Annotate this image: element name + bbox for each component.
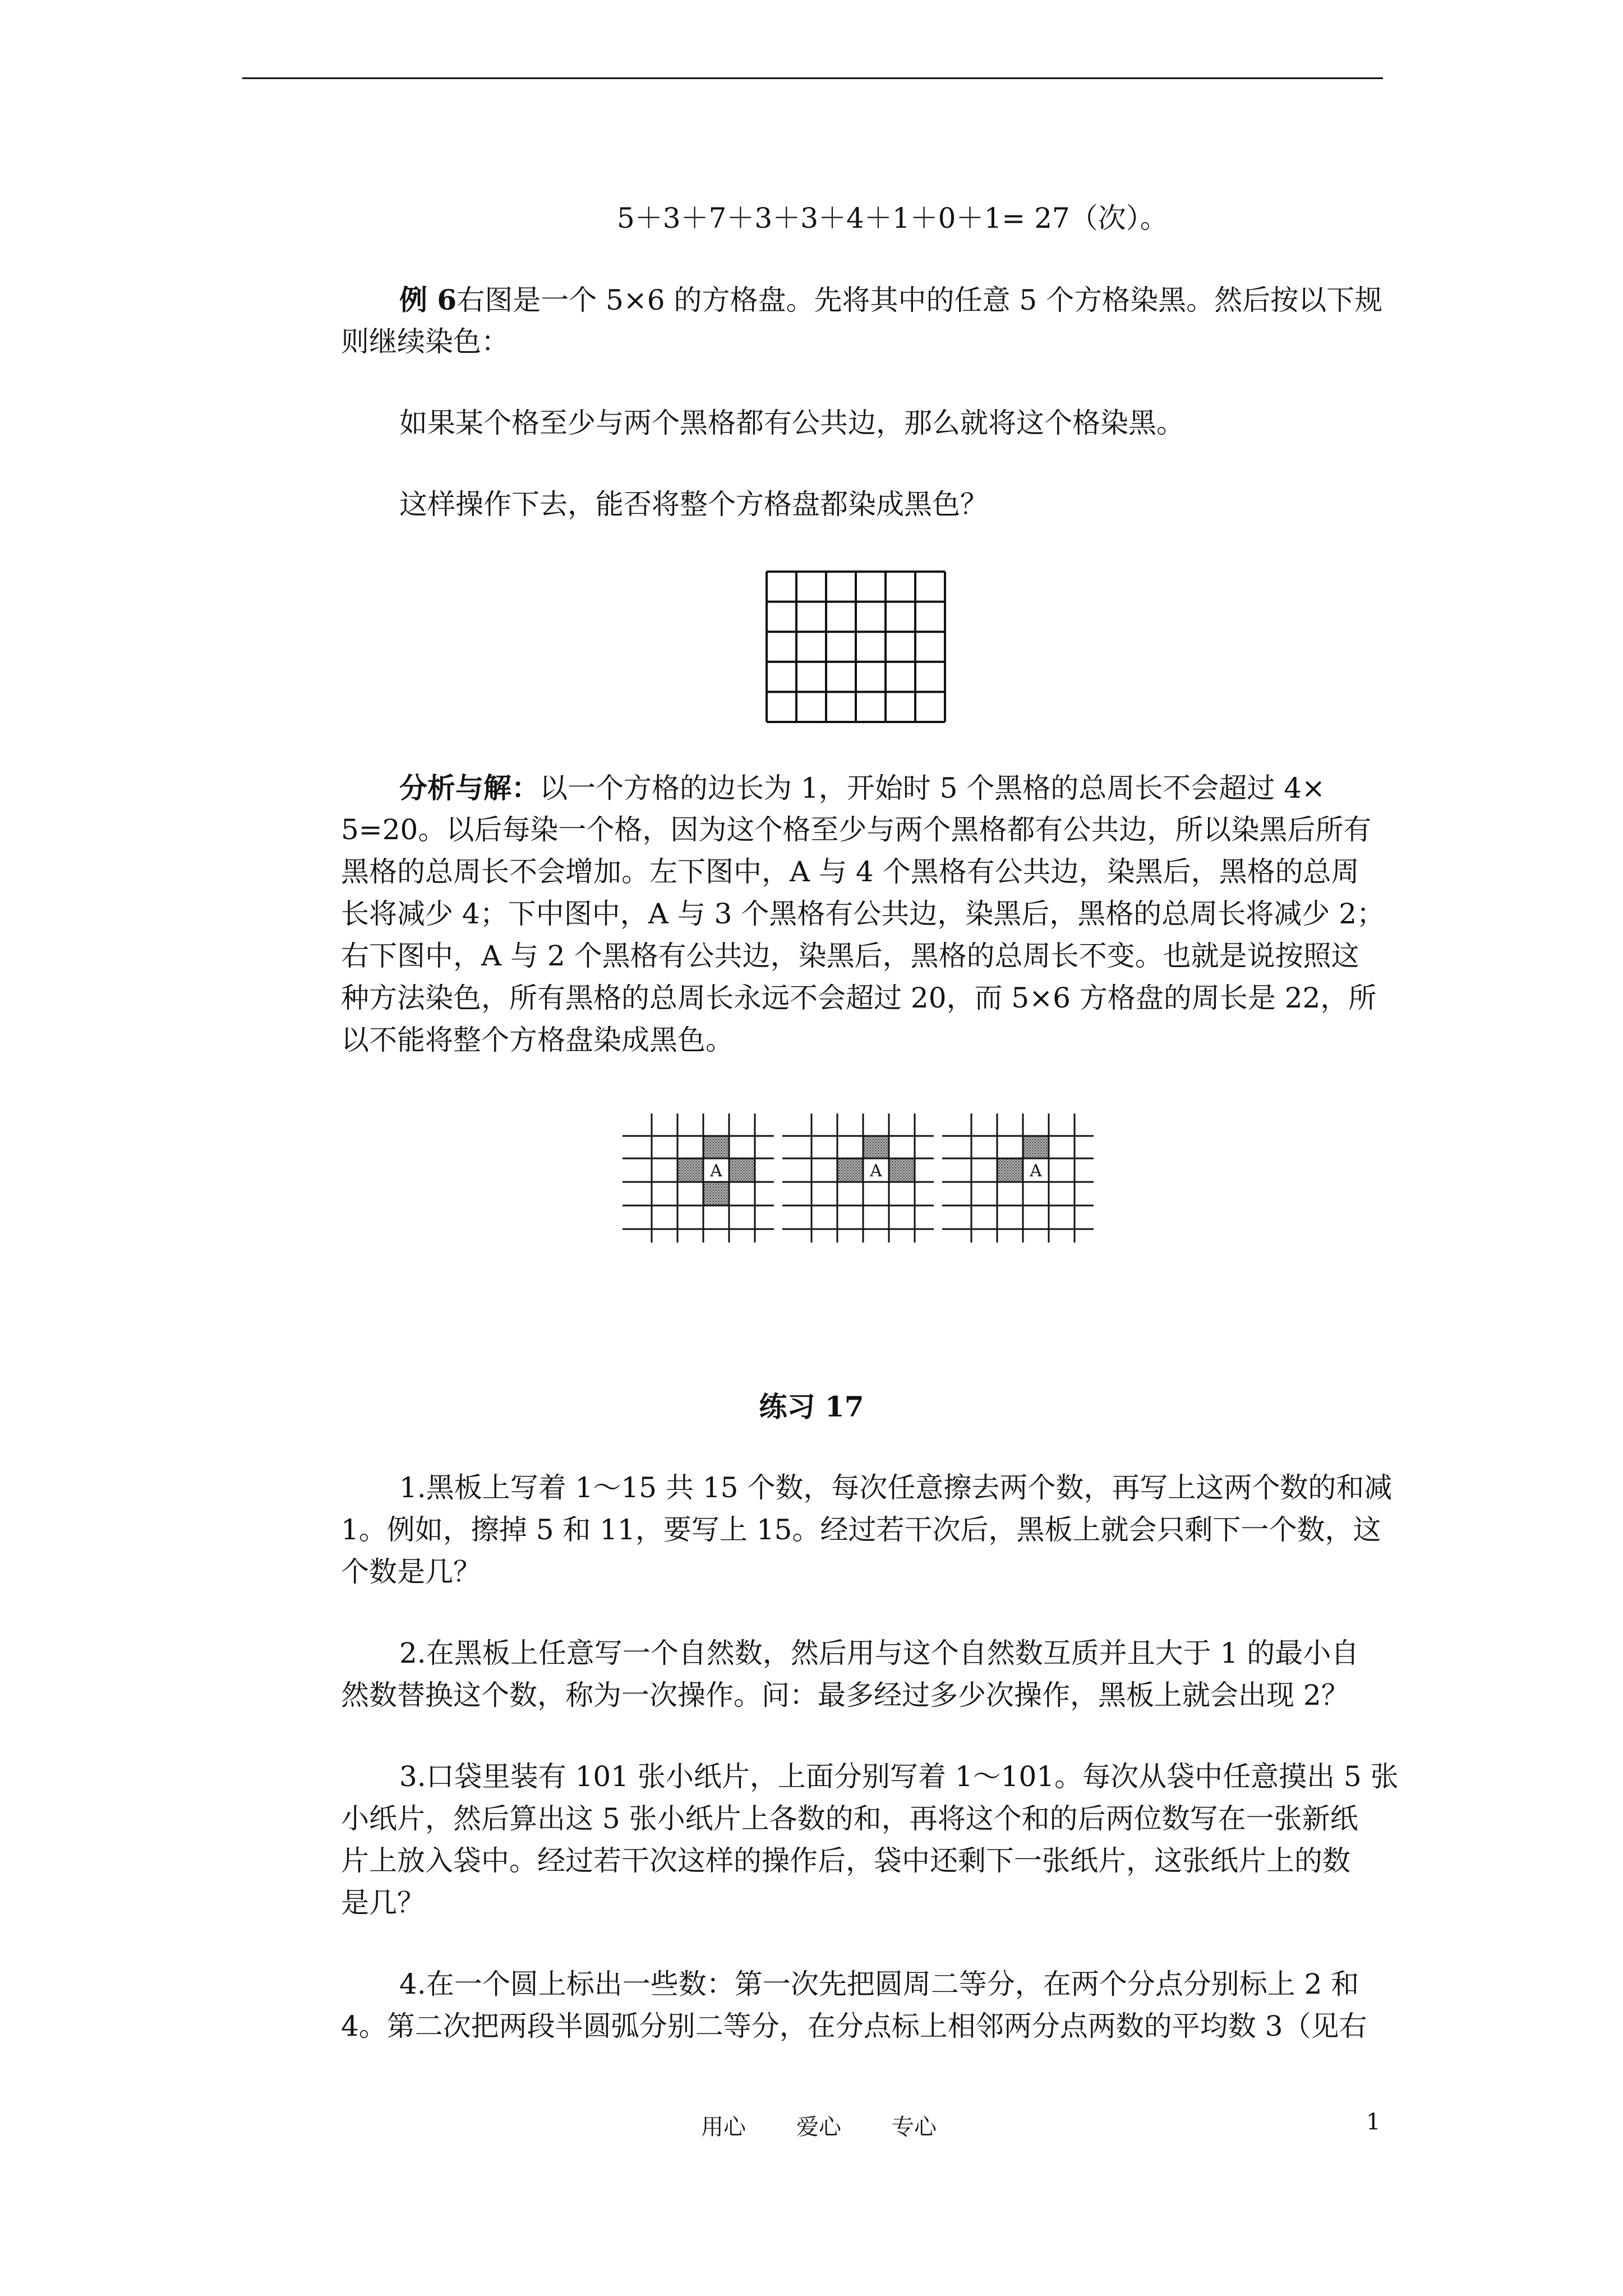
analysis-label: 分析与解： [399,771,540,804]
exercise1-line1: 1。例如，擦掉 5 和 11，要写上 15。经过若干次后，黑板上就会只剩下一个数，这 [341,1513,1381,1546]
footer-left: 用心 [701,2114,746,2140]
analysis-line-4: 右下图中，A 与 2 个黑格有公共边，染黑后，黑格的总周长不变。也就是说按照这 [341,940,1359,972]
shaded-cell [997,1158,1023,1182]
exercise3-line2: 片上放入袋中。经过若干次这样的操作后，袋中还剩下一张纸片，这张纸片上的数 [341,1844,1350,1877]
center-label-a: A [710,1161,722,1181]
exercise3-line1: 小纸片，然后算出这 5 张小纸片上各数的和，再将这个和的后两位数写在一张新纸 [341,1802,1358,1835]
example6-line2: 则继续染色： [341,325,509,358]
example-label: 例 6 [399,283,457,316]
shaded-cell [729,1158,755,1182]
analysis-line-1: 5=20。以后每染一个格，因为这个格至少与两个黑格都有公共边，所以染黑后所有 [341,813,1372,846]
center-label-a: A [1030,1161,1042,1181]
shaded-cell [703,1136,729,1158]
analysis-text-0: 以一个方格的边长为 1，开始时 5 个黑格的总周长不会超过 4× [540,772,1325,804]
shaded-cell [677,1158,703,1182]
exercise1-line2: 个数是几？ [341,1556,481,1588]
footer-middle: 爱心 [796,2114,841,2140]
figure-a-three-neighbors [782,1114,934,1243]
exercise4-line1: 4。第二次把两段半圆弧分别二等分，在分点标上相邻两分点两数的平均数 3（见右 [341,2010,1367,2042]
exercise4-line0: 4.在一个圆上标出一些数：第一次先把圆周二等分，在两个分点分别标上 2 和 [399,1968,1359,2000]
grid-5x6-figure [766,570,946,723]
figure-a-two-neighbors [942,1114,1094,1243]
shaded-cell [837,1158,863,1182]
figure-a-four-neighbors [623,1114,774,1243]
exercise2-line1: 然数替换这个数，称为一次操作。问：最多经过多少次操作，黑板上就会出现 2？ [341,1679,1349,1711]
analysis-line-5: 种方法染色，所有黑格的总周长永远不会超过 20，而 5×6 方格盘的周长是 22，所 [341,982,1377,1014]
center-label-a: A [870,1161,882,1181]
example6-question: 这样操作下去，能否将整个方格盘都染成黑色？ [399,488,988,521]
shaded-cell [863,1136,889,1158]
analysis-line-0 [399,767,1325,809]
header-rule [242,77,1383,79]
footer-right: 专心 [892,2114,937,2140]
exercise2-line0: 2.在黑板上任意写一个自然数，然后用与这个自然数互质并且大于 1 的最小自 [399,1637,1359,1669]
exercise3-line3: 是几？ [341,1887,425,1919]
analysis-line-2: 黑格的总周长不会增加。左下图中，A 与 4 个黑格有公共边，染黑后，黑格的总周 [341,855,1359,888]
top-equation: 5＋3＋7＋3＋3＋4＋1＋0＋1= 27（次）。 [617,202,1168,234]
shaded-cell [1023,1136,1049,1158]
example6-rule: 如果某个格至少与两个黑格都有公共边，那么就将这个格染黑。 [399,407,1184,439]
exercise1-line0: 1.黑板上写着 1～15 共 15 个数，每次任意擦去两个数，再写上这两个数的和减 [399,1471,1393,1504]
analysis-line-6: 以不能将整个方格盘染成黑色。 [341,1024,734,1056]
example6-line1 [399,279,1382,321]
shaded-cell [703,1182,729,1205]
analysis-line-3: 长将减少 4；下中图中，A 与 3 个黑格有公共边，染黑后，黑格的总周长将减少 2； [341,898,1385,930]
example6-text: 右图是一个 5×6 的方格盘。先将其中的任意 5 个方格染黑。然后按以下规 [457,284,1383,316]
exercise-title: 练习 17 [759,1390,864,1423]
page-number: 1 [1366,2109,1381,2135]
exercise3-line0: 3.口袋里装有 101 张小纸片，上面分别写着 1～101。每次从袋中任意摸出 5 张 [399,1760,1399,1793]
shaded-cell [889,1158,915,1182]
